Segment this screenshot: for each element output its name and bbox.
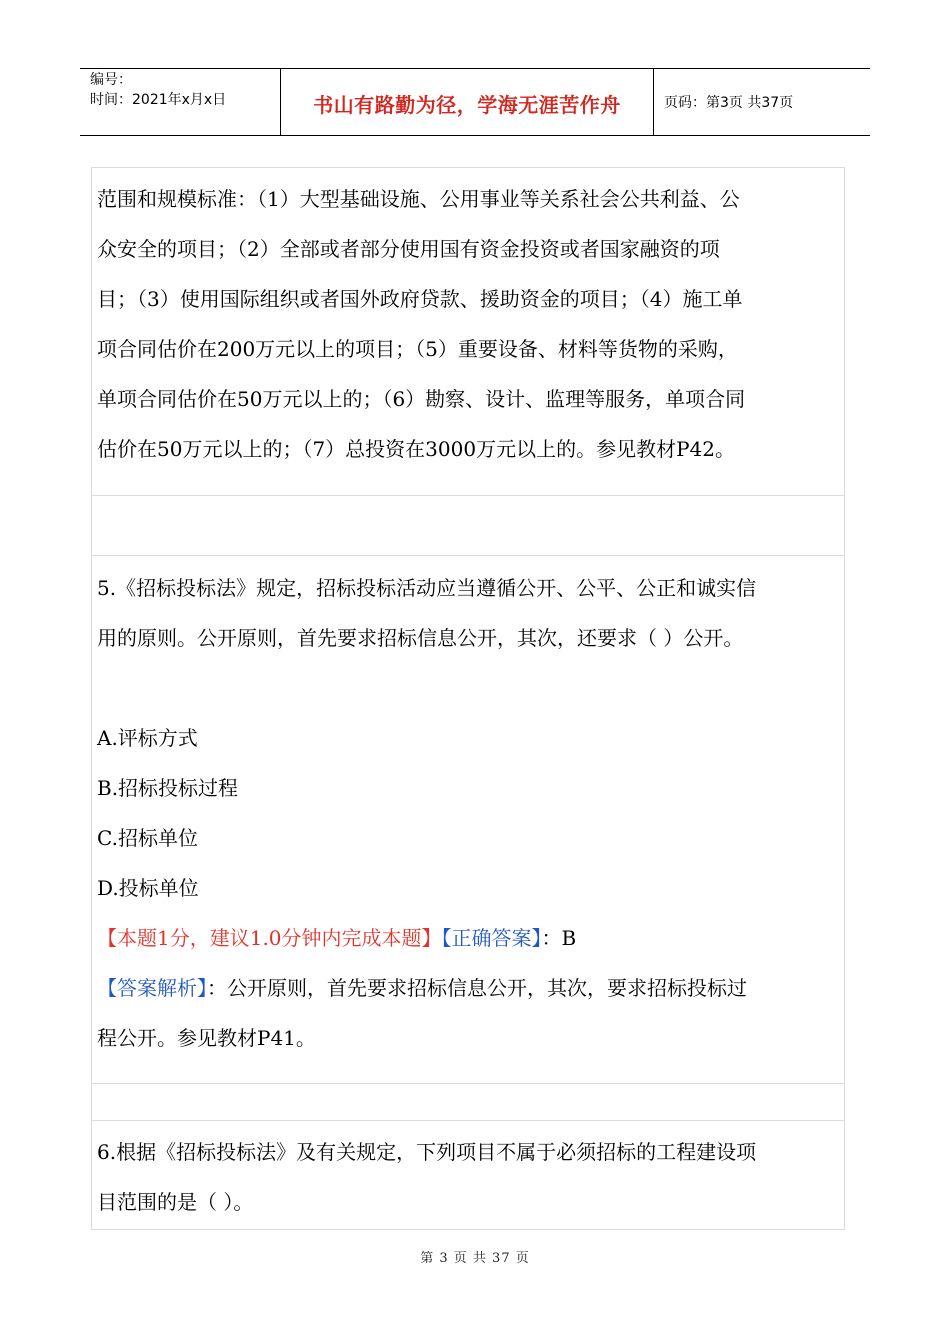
question-6-stem bbox=[97, 1127, 837, 1227]
text-line: 6.根据《招标投标法》及有关规定，下列项目不属于必须招标的工程建设项 bbox=[97, 1140, 757, 1164]
header-motto: 书山有路勤为径，学海无涯苦作舟 bbox=[313, 93, 621, 117]
page-header bbox=[80, 68, 870, 136]
header-meta-cell bbox=[80, 69, 280, 135]
page-footer: 第 3 页 共 37 页 bbox=[420, 1251, 530, 1266]
text-line: 估价在50万元以上的；（7）总投资在3000万元以上的。参见教材P42。 bbox=[97, 437, 735, 461]
option-c: C.招标单位 bbox=[97, 826, 198, 850]
text-line: 目；（3）使用国际组织或者国外政府贷款、援助资金的项目；（4）施工单 bbox=[97, 287, 743, 311]
header-page-number: 页码：第3页 共37页 bbox=[664, 95, 794, 111]
text-line: 用的原则。公开原则，首先要求招标信息公开，其次，还要求（ ）公开。 bbox=[97, 626, 744, 650]
row-divider bbox=[91, 1083, 845, 1084]
analysis-label: 【答案解析】 bbox=[97, 976, 207, 1000]
document-number: 编号： bbox=[90, 72, 132, 88]
row-divider bbox=[91, 1120, 845, 1121]
text-line: 5.《招标投标法》规定，招标投标活动应当遵循公开、公平、公正和诚实信 bbox=[97, 576, 757, 600]
row-divider bbox=[91, 555, 845, 556]
score-note: 【本题1分，建议1.0分钟内完成本题】 bbox=[97, 926, 442, 950]
document-date: 时间：2021年x月x日 bbox=[90, 92, 227, 108]
option-d: D.投标单位 bbox=[97, 876, 199, 900]
text-line: 单项合同估价在50万元以上的；（6）勘察、设计、监理等服务，单项合同 bbox=[97, 387, 746, 411]
analysis-line bbox=[97, 963, 837, 1013]
option-a: A.评标方式 bbox=[97, 726, 198, 750]
header-page-cell bbox=[654, 69, 870, 135]
analysis-text: ：公开原则，首先要求招标信息公开，其次，要求招标投标过 bbox=[207, 976, 747, 1000]
correct-answer-label: 【正确答案】 bbox=[441, 926, 542, 950]
previous-answer-analysis bbox=[97, 174, 837, 474]
text-line: 目范围的是（ ）。 bbox=[97, 1190, 254, 1214]
text-line: 范围和规模标准：（1）大型基础设施、公用事业等关系社会公共利益、公 bbox=[97, 187, 740, 211]
correct-answer-value: ：B bbox=[541, 926, 577, 950]
option-b: B.招标投标过程 bbox=[97, 776, 239, 800]
question-5-stem bbox=[97, 563, 837, 663]
question-5-options bbox=[97, 713, 837, 1063]
analysis-line: 程公开。参见教材P41。 bbox=[97, 1026, 316, 1050]
text-line: 众安全的项目；（2）全部或者部分使用国有资金投资或者国家融资的项 bbox=[97, 237, 720, 261]
row-divider bbox=[91, 495, 845, 496]
answer-line bbox=[97, 913, 837, 963]
header-motto-cell bbox=[280, 69, 654, 135]
text-line: 项合同估价在200万元以上的项目；（5）重要设备、材料等货物的采购， bbox=[97, 337, 738, 361]
